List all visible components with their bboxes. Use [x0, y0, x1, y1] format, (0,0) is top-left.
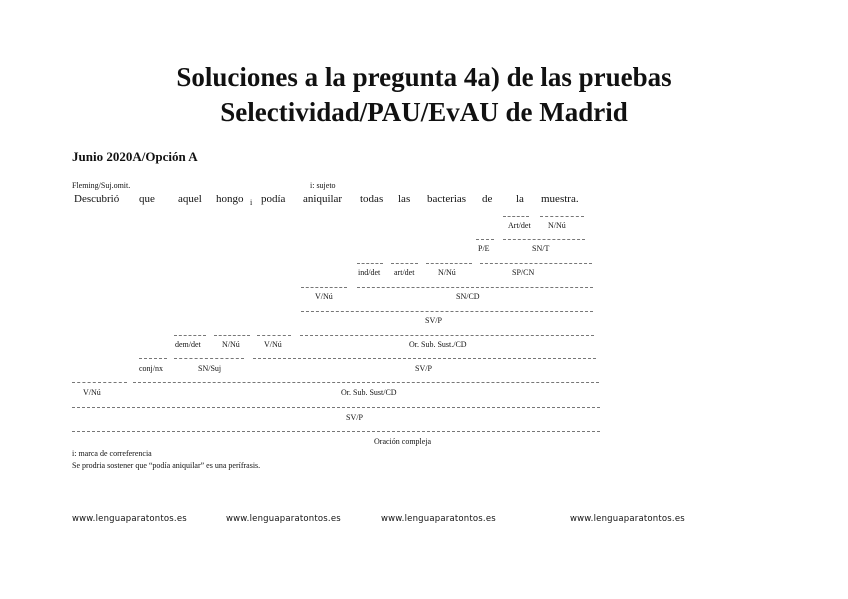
label-conj-nx: conj/nx [139, 364, 163, 373]
page-title: Soluciones a la pregunta 4a) de las pruebas [176, 62, 672, 92]
label-sv-p: SV/P [425, 316, 442, 325]
label-or-sub-sust-cd: Or. Sub. Sust./CD [409, 340, 467, 349]
label-v-nu: V/Nú [83, 388, 101, 397]
label-sv-p: SV/P [346, 413, 363, 422]
word-la: la [516, 193, 524, 205]
coref-subject-note: i: sujeto [310, 181, 336, 190]
bracket-line [357, 287, 593, 288]
footer-link[interactable]: www.lenguaparatontos.es [226, 514, 341, 524]
label-art-det: art/det [394, 268, 415, 277]
label-sv-p: SV/P [415, 364, 432, 373]
bracket-line [391, 263, 418, 264]
coref-legend: i: marca de correferencia [72, 449, 152, 458]
bracket-line [139, 358, 167, 359]
label-sp-cn: SP/CN [512, 268, 535, 277]
label-n-nu: N/Nú [548, 221, 566, 230]
bracket-line [72, 407, 600, 408]
label-dem-det: dem/det [175, 340, 201, 349]
bracket-line [133, 382, 599, 383]
bracket-line [300, 335, 594, 336]
word-aniquilar: aniquilar [303, 193, 343, 205]
label-or-sub-sust-cd: Or. Sub. Sust/CD [341, 388, 397, 397]
label-v-nu: V/Nú [264, 340, 282, 349]
bracket-line [72, 431, 600, 432]
footer-link[interactable]: www.lenguaparatontos.es [72, 514, 187, 524]
label-sn-t: SN/T [532, 244, 550, 253]
label-art-det: Art/det [508, 221, 531, 230]
bracket-line [503, 216, 529, 217]
bracket-line [301, 287, 347, 288]
bracket-line [476, 239, 494, 240]
footer-link[interactable]: www.lenguaparatontos.es [570, 514, 685, 524]
label-p-e: P/E [478, 244, 490, 253]
word-bacterias: bacterias [427, 193, 467, 205]
label-ind-det: ind/det [358, 268, 381, 277]
word-las: las [398, 193, 411, 205]
page-title-line2: Selectividad/PAU/EvAU de Madrid [220, 97, 628, 127]
coref-index-mark: i [250, 198, 253, 207]
bracket-line [540, 216, 584, 217]
label-n-nu: N/Nú [438, 268, 456, 277]
word-hongo: hongo [216, 193, 244, 205]
word-podia: podía [261, 193, 286, 205]
bracket-line [72, 382, 127, 383]
periphrasis-note: Se prodria sostener que “podía aniquilar” es una perífrasis. [72, 461, 261, 470]
omitted-subject-note: Fleming/Suj.omit. [72, 181, 131, 190]
footer-link[interactable]: www.lenguaparatontos.es [381, 514, 496, 524]
bracket-line [257, 335, 291, 336]
word-de: de [482, 193, 493, 205]
label-v-nu: V/Nú [315, 292, 333, 301]
word-todas: todas [360, 193, 384, 205]
word-descubrio: Descubrió [74, 193, 120, 205]
label-sn-cd: SN/CD [456, 292, 480, 301]
label-sn-suj: SN/Suj [198, 364, 222, 373]
bracket-line [214, 335, 250, 336]
label-n-nu: N/Nú [222, 340, 240, 349]
bracket-line [503, 239, 585, 240]
label-oracion-compleja: Oración compleja [374, 437, 432, 446]
bracket-line [174, 335, 206, 336]
exam-heading: Junio 2020A/Opción A [72, 149, 198, 164]
bracket-line [301, 311, 593, 312]
bracket-line [253, 358, 596, 359]
bracket-line [480, 263, 592, 264]
bracket-line [426, 263, 472, 264]
word-aquel: aquel [178, 193, 202, 205]
word-que: que [139, 193, 155, 205]
word-muestra: muestra. [541, 193, 579, 205]
bracket-line [174, 358, 244, 359]
bracket-line [357, 263, 383, 264]
